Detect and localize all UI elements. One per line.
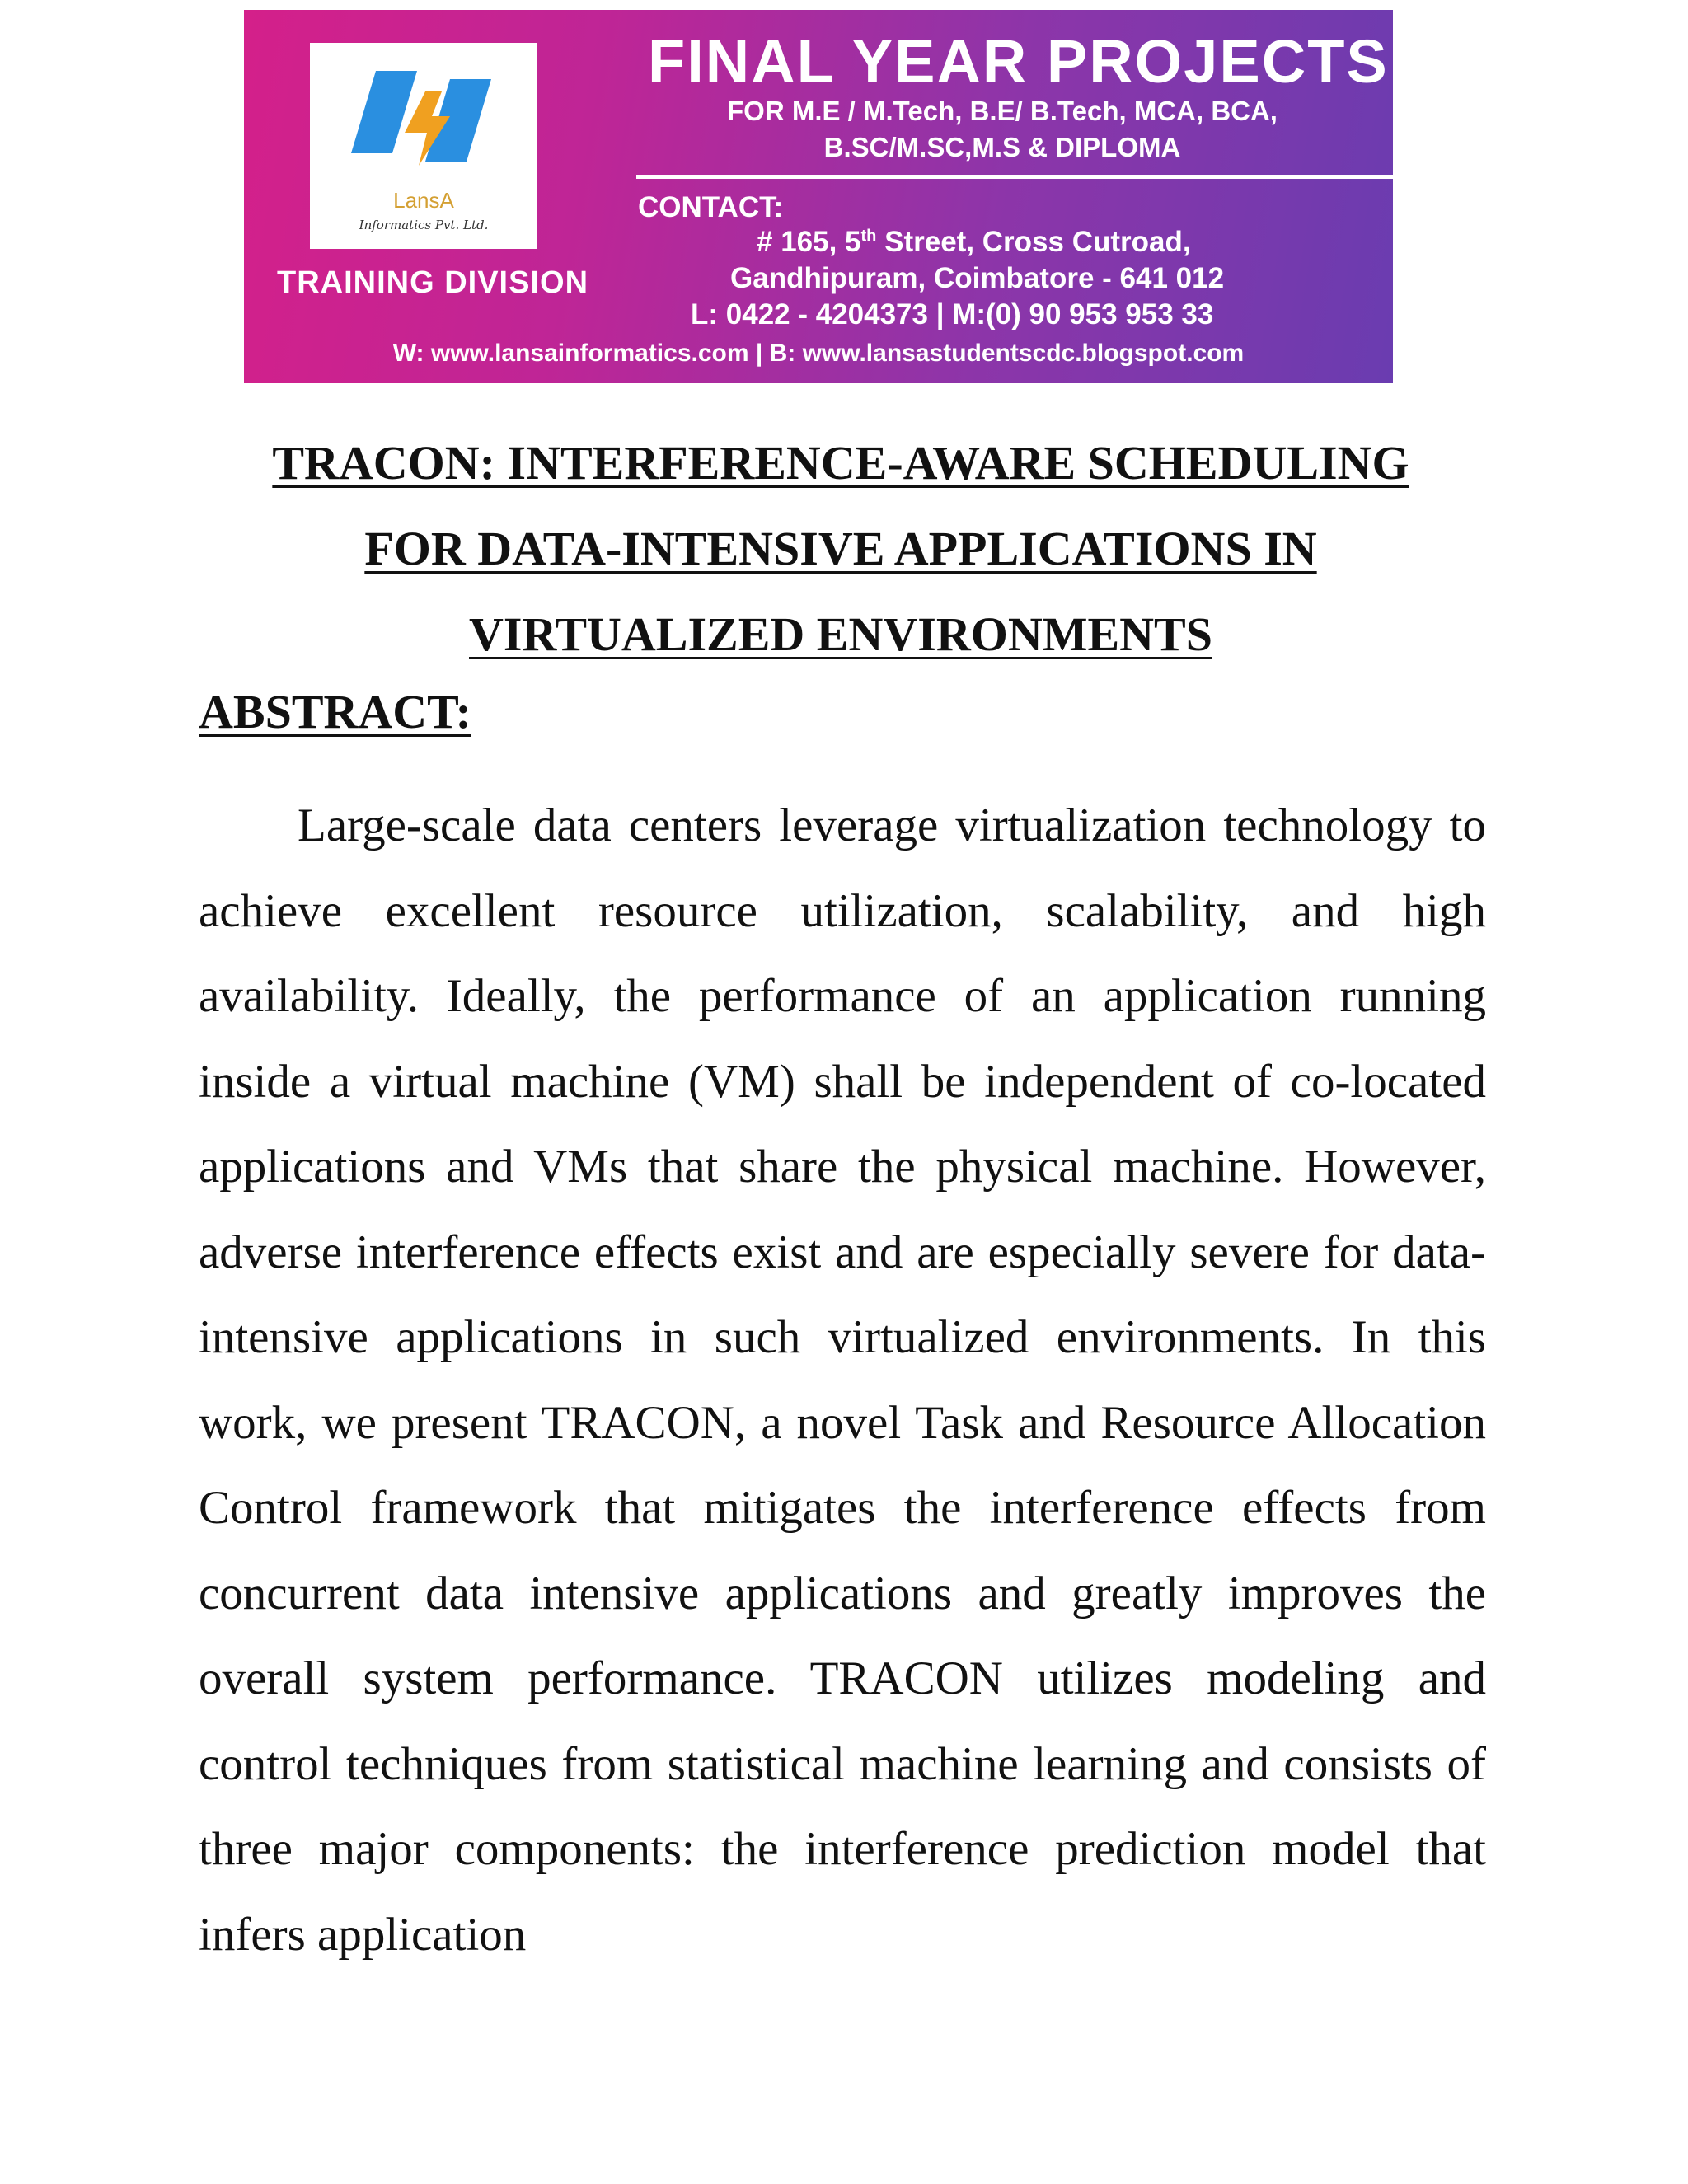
abstract-text: Large-scale data centers leverage virtualization technology to achieve excellent resource utilization, scalability, and high availability. Ideally, the performance of an application running inside a virtual machine (VM) shall be independent of co-located applications and VMs that share the physical machine. However, adverse interference effects exist and are especially severe for data-intensive applications in such virtualized environments. In this work, we present TRACON, a novel Task and Resource Allocation Control framework that mitigates the interference effects from concurrent data intensive applications and greatly improves the overall system performance. TRACON utilizes modeling and control techniques from statistical machine learning and consists of three major components: the interference prediction model that infers application [199,799,1486,1961]
header-banner [244,10,1393,383]
lansa-logo-icon [326,54,521,178]
paper-title [165,420,1517,677]
address-line-2: Gandhipuram, Coimbatore - 641 012 [730,262,1225,294]
title-line-1: TRACON: INTERFERENCE-AWARE SCHEDULING [272,436,1409,490]
address-line-1: # 165, 5th Street, Cross Cutroad, [757,226,1191,258]
title-line-3: VIRTUALIZED ENVIRONMENTS [469,607,1212,661]
banner-title: FINAL YEAR PROJECTS [648,27,1389,96]
phone-numbers: L: 0422 - 4204373 | M:(0) 90 953 953 33 [691,298,1214,330]
courses-line-2: B.SC/M.SC,M.S & DIPLOMA [823,132,1181,162]
logo-name: LansA [393,188,454,213]
banner-divider [636,175,1393,179]
title-line-2: FOR DATA-INTENSIVE APPLICATIONS IN [364,522,1317,575]
abstract-body [199,783,1486,1977]
website-links: W: www.lansainformatics.com | B: www.lansastudentscdc.blogspot.com [392,340,1245,367]
company-logo [310,43,537,249]
training-division-label: TRAINING DIVISION [277,265,589,300]
contact-label: CONTACT: [638,191,784,223]
logo-subtitle: Informatics Pvt. Ltd. [359,218,489,232]
abstract-heading: ABSTRACT: [199,685,471,738]
courses-line-1: FOR M.E / M.Tech, B.E/ B.Tech, MCA, BCA, [727,96,1278,126]
